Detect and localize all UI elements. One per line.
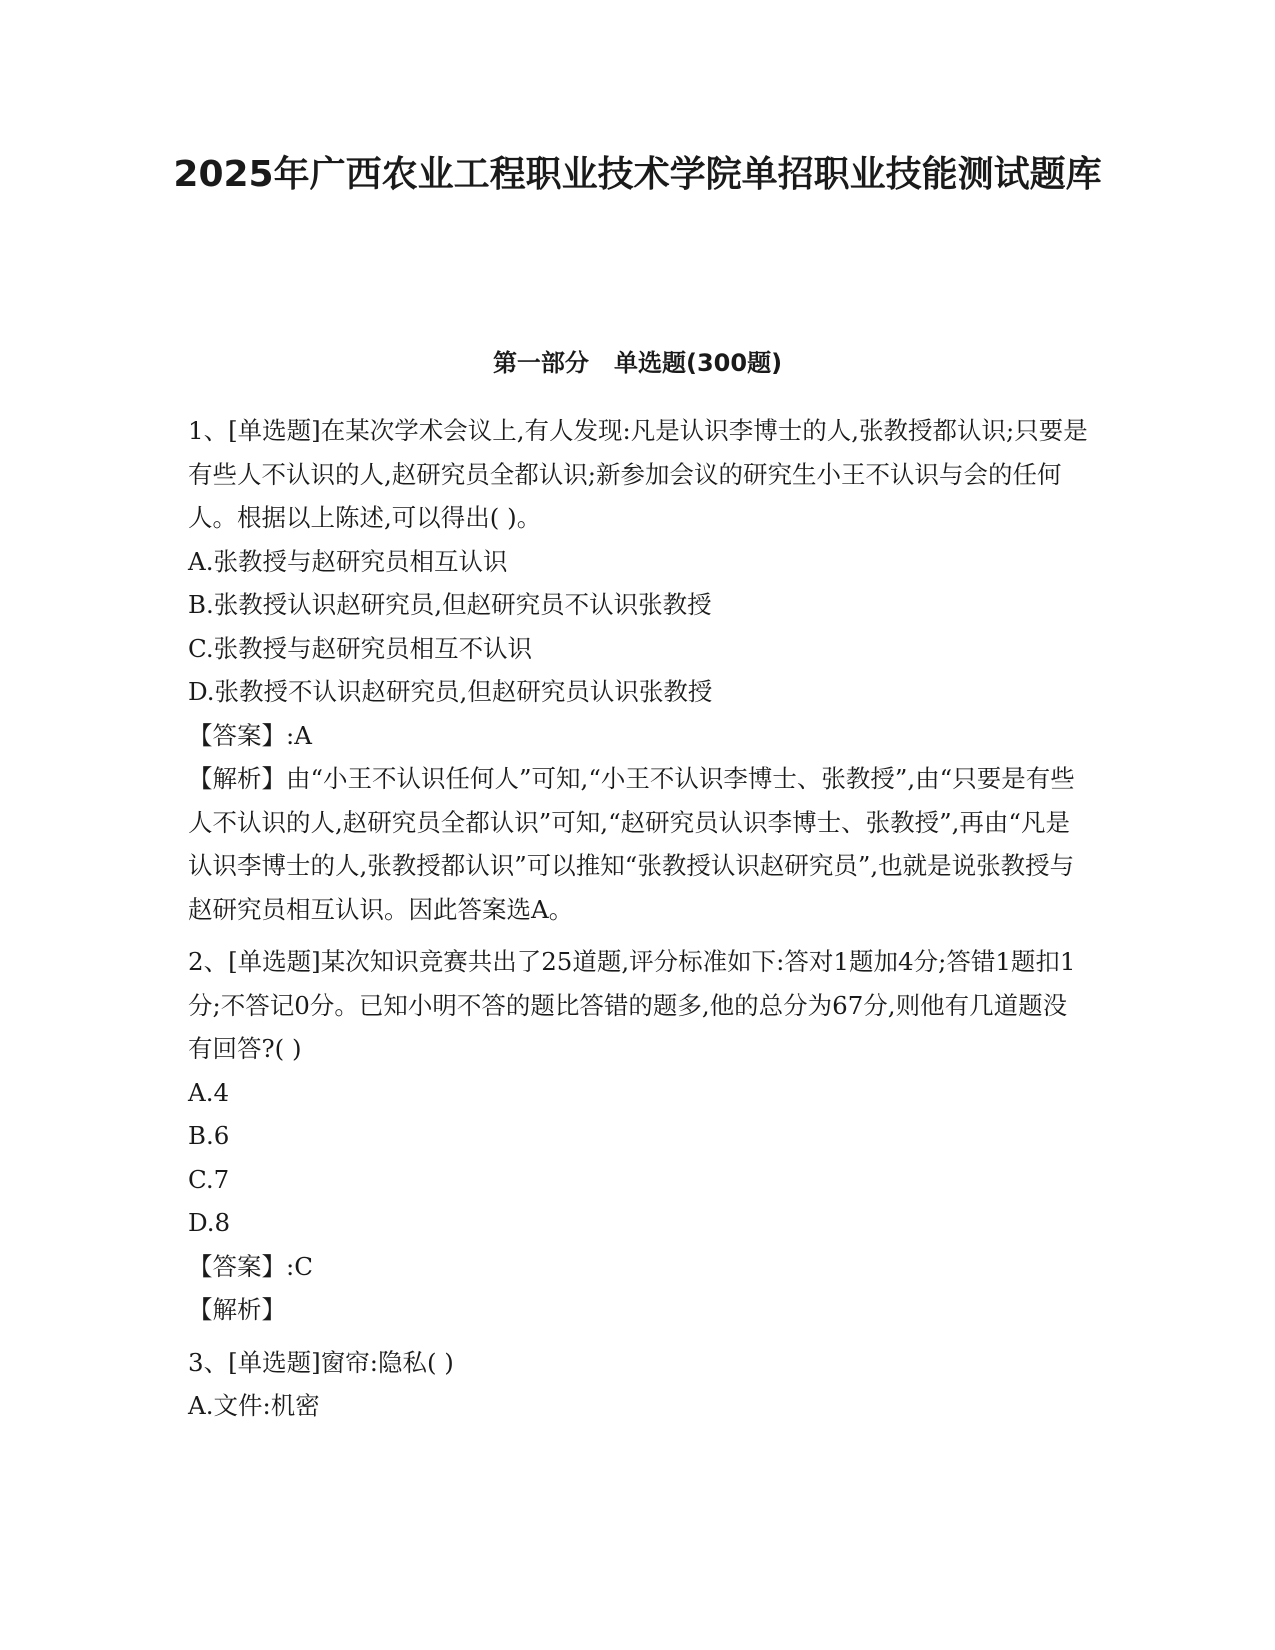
answer-explanation: 【解析】	[188, 1295, 286, 1324]
question-item	[188, 409, 1088, 931]
correct-answer: 【答案】:A	[188, 720, 312, 750]
question-stem: 2、[单选题]某次知识竞赛共出了25道题,评分标准如下:答对1题加4分;答错1题扣1分;不答记0分。已知小明不答的题比答错的题多,他的总分为67分,则他有几道题没有回答?( )	[188, 947, 1076, 1063]
answer-option: D.张教授不认识赵研究员,但赵研究员认识张教授	[188, 677, 713, 706]
answer-option: B.6	[188, 1121, 230, 1150]
answer-option: A.4	[188, 1077, 230, 1107]
section-heading: 第一部分 单选题(300题)	[492, 349, 783, 377]
question-stem: 3、[单选题]窗帘:隐私( )	[188, 1347, 454, 1377]
question-list	[188, 409, 1088, 1437]
question-item	[188, 940, 1088, 1332]
correct-answer: 【答案】:C	[188, 1251, 313, 1281]
answer-option: D.8	[188, 1208, 231, 1237]
answer-option: C.7	[188, 1164, 230, 1194]
answer-option: B.张教授认识赵研究员,但赵研究员不认识张教授	[188, 590, 712, 619]
document-title: 2025年广西农业工程职业技术学院单招职业技能测试题库	[173, 154, 1102, 195]
answer-option: C.张教授与赵研究员相互不认识	[188, 633, 533, 663]
answer-option: A.张教授与赵研究员相互认识	[188, 546, 508, 576]
answer-explanation: 【解析】由“小王不认识任何人”可知,“小王不认识李博士、张教授”,由“只要是有些人不认识的人,赵研究员全都认识”可知,“赵研究员认识李博士、张教授”,再由“凡是认识李博士的人,张教授都认识”可以推知“张教授认识赵研究员”,也就是说张教授与赵研究员相互认识。因此答案选A。	[188, 764, 1075, 924]
question-stem: 1、[单选题]在某次学术会议上,有人发现:凡是认识李博士的人,张教授都认识;只要是有些人不认识的人,赵研究员全都认识;新参加会议的研究生小王不认识与会的任何人。根据以上陈述,可以得出( )。	[188, 416, 1088, 532]
question-item	[188, 1341, 1088, 1428]
answer-option: A.文件:机密	[188, 1391, 320, 1420]
